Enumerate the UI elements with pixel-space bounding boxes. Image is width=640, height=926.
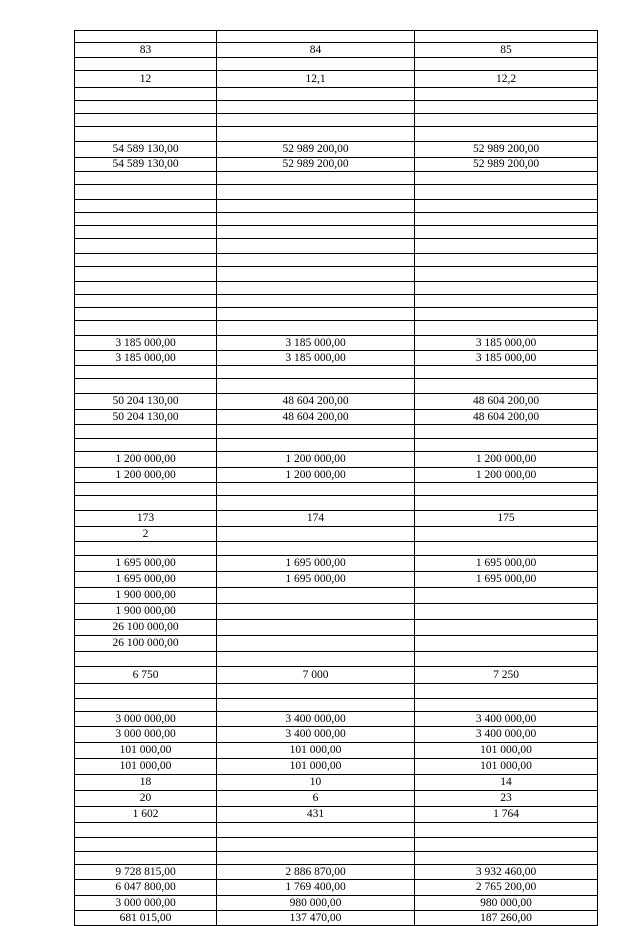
table-cell (415, 308, 598, 321)
table-cell: 101 000,00 (415, 743, 598, 759)
table-cell (75, 496, 217, 511)
table-cell (217, 496, 415, 511)
table-cell (217, 652, 415, 667)
table-cell: 1 769 400,00 (217, 880, 415, 896)
table-cell (415, 31, 598, 43)
table-cell: 7 000 (217, 667, 415, 684)
table-cell (415, 226, 598, 239)
table-row (75, 439, 598, 452)
table-cell: 1 764 (415, 807, 598, 823)
table-cell (415, 439, 598, 452)
table-row (75, 295, 598, 308)
table-row (75, 254, 598, 267)
table-cell: 3 185 000,00 (75, 336, 217, 351)
table-cell (75, 127, 217, 142)
table-cell: 12,2 (415, 71, 598, 88)
table-row (75, 838, 598, 852)
table-cell (75, 172, 217, 185)
table-cell (75, 852, 217, 865)
table-cell: 84 (217, 43, 415, 58)
table-cell: 9 728 815,00 (75, 865, 217, 880)
table-row (75, 351, 598, 366)
table-cell (415, 496, 598, 511)
table-cell: 54 589 130,00 (75, 142, 217, 158)
table-cell: 173 (75, 511, 217, 527)
table-cell (415, 101, 598, 114)
table-cell: 3 185 000,00 (217, 351, 415, 366)
table-cell: 3 400 000,00 (217, 727, 415, 743)
table-cell (217, 684, 415, 699)
table-row (75, 379, 598, 394)
table-cell (217, 88, 415, 101)
table-cell: 26 100 000,00 (75, 620, 217, 636)
table-cell (75, 379, 217, 394)
table-row (75, 410, 598, 425)
table-cell: 48 604 200,00 (217, 394, 415, 410)
values-table (74, 30, 598, 926)
table-cell: 12,1 (217, 71, 415, 88)
table-cell (75, 88, 217, 101)
table-cell: 101 000,00 (217, 743, 415, 759)
table-cell (217, 699, 415, 712)
table-row (75, 452, 598, 468)
table-cell: 3 185 000,00 (415, 336, 598, 351)
table-cell (217, 588, 415, 604)
table-row (75, 239, 598, 254)
table-cell (217, 267, 415, 282)
table-row (75, 483, 598, 496)
table-row (75, 58, 598, 71)
table-row (75, 791, 598, 807)
table-row (75, 158, 598, 172)
table-cell: 10 (217, 775, 415, 791)
table-cell (217, 200, 415, 213)
table-cell (217, 185, 415, 200)
table-row (75, 468, 598, 483)
table-row (75, 127, 598, 142)
table-row (75, 775, 598, 791)
table-cell (217, 620, 415, 636)
table-cell (75, 439, 217, 452)
table-cell: 1 695 000,00 (217, 572, 415, 588)
table-row (75, 88, 598, 101)
table-cell: 3 185 000,00 (415, 351, 598, 366)
table-cell (75, 267, 217, 282)
table-cell: 6 750 (75, 667, 217, 684)
table-row (75, 200, 598, 213)
table-cell (217, 31, 415, 43)
table-cell: 20 (75, 791, 217, 807)
table-cell (415, 542, 598, 556)
table-row (75, 336, 598, 351)
table-cell (217, 542, 415, 556)
table-cell (75, 823, 217, 838)
table-cell: 1 695 000,00 (217, 556, 415, 572)
table-cell (415, 185, 598, 200)
table-cell: 3 185 000,00 (75, 351, 217, 366)
table-cell (217, 838, 415, 852)
table-cell (415, 684, 598, 699)
table-cell (75, 838, 217, 852)
table-cell (415, 588, 598, 604)
table-cell (217, 366, 415, 379)
table-cell (415, 114, 598, 127)
table-row (75, 226, 598, 239)
table-cell (75, 101, 217, 114)
values-table-body (75, 31, 598, 926)
table-cell: 137 470,00 (217, 911, 415, 926)
table-row (75, 556, 598, 572)
table-row (75, 394, 598, 410)
table-row (75, 425, 598, 439)
table-cell: 6 (217, 791, 415, 807)
table-cell: 48 604 200,00 (415, 394, 598, 410)
table-cell: 1 900 000,00 (75, 604, 217, 620)
table-cell: 101 000,00 (75, 759, 217, 775)
table-cell: 48 604 200,00 (217, 410, 415, 425)
table-cell (75, 308, 217, 321)
table-cell (415, 172, 598, 185)
table-cell (415, 213, 598, 226)
table-cell: 431 (217, 807, 415, 823)
table-cell: 2 886 870,00 (217, 865, 415, 880)
table-cell: 3 185 000,00 (217, 336, 415, 351)
table-row (75, 308, 598, 321)
table-cell: 3 000 000,00 (75, 727, 217, 743)
table-cell (415, 58, 598, 71)
table-cell (217, 425, 415, 439)
table-cell: 101 000,00 (217, 759, 415, 775)
table-row (75, 282, 598, 295)
table-row (75, 880, 598, 896)
table-row (75, 572, 598, 588)
table-cell (75, 239, 217, 254)
table-cell: 1 695 000,00 (415, 556, 598, 572)
table-cell (415, 652, 598, 667)
table-cell (217, 321, 415, 336)
table-row (75, 43, 598, 58)
table-row (75, 114, 598, 127)
table-cell (415, 620, 598, 636)
table-cell (217, 282, 415, 295)
table-cell: 1 200 000,00 (75, 468, 217, 483)
table-row (75, 636, 598, 652)
table-cell (415, 527, 598, 542)
table-cell (415, 636, 598, 652)
table-cell (217, 823, 415, 838)
table-cell (415, 483, 598, 496)
table-row (75, 267, 598, 282)
table-cell (75, 483, 217, 496)
table-cell (75, 699, 217, 712)
table-cell (75, 226, 217, 239)
table-row (75, 699, 598, 712)
table-cell (415, 604, 598, 620)
table-cell: 1 695 000,00 (415, 572, 598, 588)
table-cell: 174 (217, 511, 415, 527)
table-cell: 3 400 000,00 (217, 712, 415, 727)
table-cell: 681 015,00 (75, 911, 217, 926)
table-cell: 3 000 000,00 (75, 712, 217, 727)
table-cell (415, 295, 598, 308)
table-cell (75, 58, 217, 71)
table-row (75, 684, 598, 699)
table-cell (75, 114, 217, 127)
table-cell: 101 000,00 (415, 759, 598, 775)
table-cell: 54 589 130,00 (75, 158, 217, 172)
table-row (75, 321, 598, 336)
table-cell (217, 114, 415, 127)
table-cell: 1 900 000,00 (75, 588, 217, 604)
table-cell (415, 823, 598, 838)
table-cell: 2 765 200,00 (415, 880, 598, 896)
table-cell: 26 100 000,00 (75, 636, 217, 652)
table-cell: 1 200 000,00 (415, 452, 598, 468)
table-row (75, 712, 598, 727)
table-row (75, 185, 598, 200)
table-cell (75, 684, 217, 699)
table-cell: 18 (75, 775, 217, 791)
table-row (75, 101, 598, 114)
table-cell (217, 852, 415, 865)
table-cell: 48 604 200,00 (415, 410, 598, 425)
table-cell: 85 (415, 43, 598, 58)
table-cell (217, 604, 415, 620)
table-cell: 23 (415, 791, 598, 807)
table-cell (415, 366, 598, 379)
table-cell (217, 295, 415, 308)
table-row (75, 759, 598, 775)
table-row (75, 511, 598, 527)
table-cell (217, 101, 415, 114)
table-cell: 1 602 (75, 807, 217, 823)
table-cell: 3 000 000,00 (75, 896, 217, 911)
document-sheet (74, 30, 597, 926)
table-cell: 1 200 000,00 (415, 468, 598, 483)
table-cell: 3 400 000,00 (415, 727, 598, 743)
table-cell (415, 127, 598, 142)
table-cell (415, 200, 598, 213)
table-cell: 2 (75, 527, 217, 542)
table-cell (75, 321, 217, 336)
table-cell: 7 250 (415, 667, 598, 684)
table-row (75, 743, 598, 759)
table-cell (415, 852, 598, 865)
table-row (75, 620, 598, 636)
table-cell (217, 308, 415, 321)
table-cell: 83 (75, 43, 217, 58)
table-cell (217, 213, 415, 226)
table-row (75, 588, 598, 604)
table-cell: 50 204 130,00 (75, 410, 217, 425)
table-cell (415, 239, 598, 254)
table-cell: 6 047 800,00 (75, 880, 217, 896)
table-row (75, 896, 598, 911)
table-cell (217, 58, 415, 71)
table-row (75, 911, 598, 926)
table-cell: 1 200 000,00 (217, 468, 415, 483)
table-cell (415, 699, 598, 712)
table-row (75, 31, 598, 43)
table-cell (75, 542, 217, 556)
table-cell: 1 695 000,00 (75, 572, 217, 588)
table-cell (75, 254, 217, 267)
table-cell: 12 (75, 71, 217, 88)
table-cell: 52 989 200,00 (415, 158, 598, 172)
table-cell (217, 379, 415, 394)
table-cell (217, 127, 415, 142)
table-cell: 1 200 000,00 (217, 452, 415, 468)
table-cell (75, 31, 217, 43)
table-cell (415, 267, 598, 282)
table-row (75, 652, 598, 667)
table-cell (75, 200, 217, 213)
table-row (75, 142, 598, 158)
table-cell (75, 295, 217, 308)
table-cell: 175 (415, 511, 598, 527)
table-cell (217, 483, 415, 496)
table-cell (217, 254, 415, 267)
table-row (75, 807, 598, 823)
table-cell (75, 366, 217, 379)
table-cell: 52 989 200,00 (217, 142, 415, 158)
table-row (75, 213, 598, 226)
table-cell: 101 000,00 (75, 743, 217, 759)
table-cell: 52 989 200,00 (415, 142, 598, 158)
table-cell: 980 000,00 (217, 896, 415, 911)
table-row (75, 366, 598, 379)
table-cell: 50 204 130,00 (75, 394, 217, 410)
table-cell (217, 226, 415, 239)
table-cell: 187 260,00 (415, 911, 598, 926)
table-cell (415, 425, 598, 439)
table-cell (415, 88, 598, 101)
table-cell (217, 527, 415, 542)
table-cell (217, 239, 415, 254)
table-row (75, 542, 598, 556)
table-cell (75, 185, 217, 200)
table-cell: 1 200 000,00 (75, 452, 217, 468)
table-cell (415, 254, 598, 267)
table-cell: 3 932 460,00 (415, 865, 598, 880)
table-row (75, 71, 598, 88)
table-cell (415, 321, 598, 336)
table-cell: 14 (415, 775, 598, 791)
table-row (75, 727, 598, 743)
table-cell (415, 282, 598, 295)
table-row (75, 496, 598, 511)
table-cell (75, 282, 217, 295)
table-cell (217, 636, 415, 652)
table-cell (217, 172, 415, 185)
table-row (75, 604, 598, 620)
table-cell (75, 425, 217, 439)
table-cell: 1 695 000,00 (75, 556, 217, 572)
table-cell (75, 652, 217, 667)
table-row (75, 172, 598, 185)
table-row (75, 865, 598, 880)
table-row (75, 823, 598, 838)
table-row (75, 667, 598, 684)
table-row (75, 852, 598, 865)
table-cell (415, 379, 598, 394)
table-row (75, 527, 598, 542)
table-cell: 3 400 000,00 (415, 712, 598, 727)
table-cell: 980 000,00 (415, 896, 598, 911)
table-cell (75, 213, 217, 226)
table-cell (217, 439, 415, 452)
table-cell: 52 989 200,00 (217, 158, 415, 172)
table-cell (415, 838, 598, 852)
